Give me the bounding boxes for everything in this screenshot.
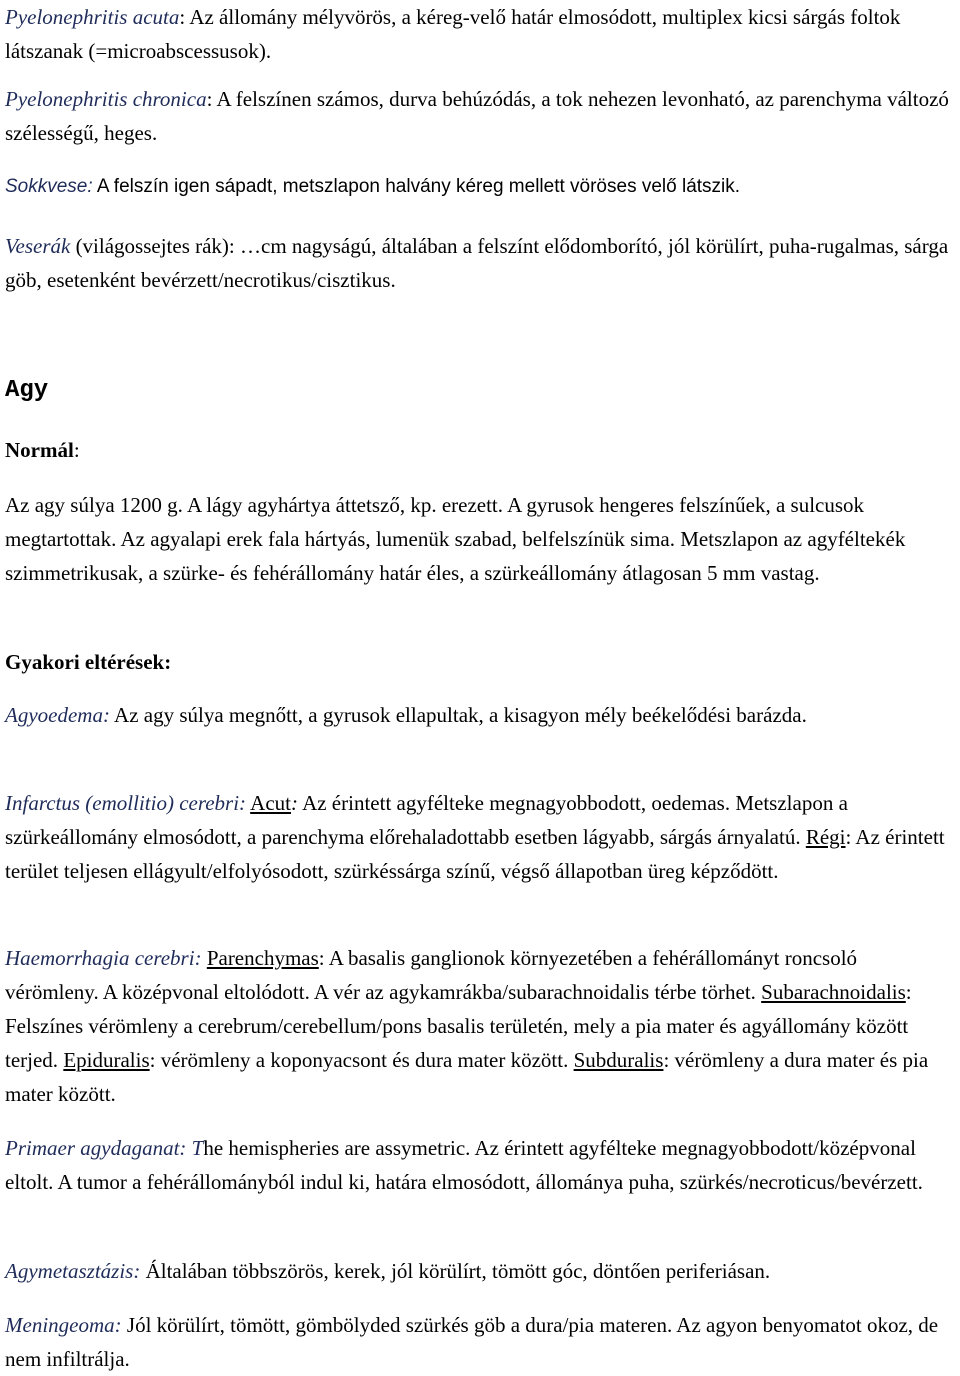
section-title-agy: Agy (5, 377, 49, 404)
term-subduralis: Subduralis (573, 1048, 664, 1072)
term-description: (világossejtes rák): …cm nagyságú, általában a felszínt elődomborító, jól körülírt, puha-rugalmas, sárga göb, esetenként bevérzett/necrotikus/cisztikus. (5, 234, 949, 292)
paragraph-sokkvese (5, 170, 955, 204)
term-regi: Régi (805, 825, 846, 849)
normal-heading-colon: : (73, 438, 80, 462)
term-description: he hemispheries are assymetric. Az érintett agyfélteke megnagyobbodott/középvonal eltolt. A tumor a fehérállományból indul ki, határa elmosódott, állománya puha, szürkés/necroticus/bevérzett. (5, 1136, 923, 1194)
subarachnoidalis-description: : Felszínes vérömleny a cerebrum/cerebellum/pons basalis területén, mely a pia mater és agyállomány között terjed. (5, 980, 912, 1072)
parenchymas-description: : A basalis ganglionok környezetében a fehérállományt roncsoló vérömleny. A középvonal eltolódott. A vér az agykamrákba/subarachnoidalis térbe törhet. (5, 946, 858, 1004)
normal-heading (5, 433, 80, 467)
paragraph-pyelonephritis-acuta (5, 0, 955, 68)
term-description: Az agy súlya megnőtt, a gyrusok ellapultak, a kisagyon mély beékelődési barázda. (109, 703, 807, 727)
term-description: Jól körülírt, tömött, gömbölyded szürkés göb a dura/pia materen. Az agyon benyomatot okoz, de nem infiltrálja. (5, 1313, 939, 1371)
term-parenchymas: Parenchymas (206, 946, 319, 970)
paragraph-meningeoma (5, 1308, 955, 1376)
acut-description: Az érintett agyfélteke megnagyobbodott, oedemas. Metszlapon a szürkeállomány elmosódott, a parenchyma előrehaladottabb esetben lágyabb, sárgás árnyalatú. (5, 791, 848, 849)
term-label: Haemorrhagia cerebri: (5, 946, 202, 970)
paragraph-agyoedema (5, 698, 955, 732)
term-subarachnoidalis: Subarachnoidalis (761, 980, 906, 1004)
paragraph-infarctus (5, 786, 955, 888)
term-label: Primaer agydaganat: T (5, 1136, 204, 1160)
term-label: Sokkvese: (5, 176, 93, 197)
term-label: Agymetasztázis: (5, 1259, 141, 1283)
paragraph-veserak (5, 229, 955, 297)
term-label: Meningeoma: (5, 1313, 122, 1337)
normal-heading-text: Normál (5, 438, 74, 462)
paragraph-primaer-agydaganat (5, 1131, 955, 1199)
acut-colon: : (290, 791, 298, 815)
regi-description: : Az érintett terület teljesen ellágyult/elfolyósodott, szürkéssárga színű, végső állapotban üreg képződött. (5, 825, 945, 883)
term-acut: Acut (250, 791, 291, 815)
paragraph-haemorrhagia (5, 941, 955, 1111)
term-description: A felszín igen sápadt, metszlapon halvány kéreg mellett vöröses velő látszik. (92, 176, 741, 197)
paragraph-agymetasztazis (5, 1254, 955, 1288)
term-description: : A felszínen számos, durva behúzódás, a tok nehezen levonható, az parenchyma változó szélességű, heges. (5, 87, 949, 145)
term-label: Pyelonephritis chronica (5, 87, 207, 111)
frequent-findings-heading: Gyakori eltérések: (5, 650, 172, 674)
term-description: Általában többszörös, kerek, jól körülírt, tömött góc, döntően periferiásan. (140, 1259, 771, 1283)
term-label: Veserák (5, 234, 71, 258)
subduralis-description: : vérömleny a dura mater és pia mater között. (5, 1048, 929, 1106)
term-epiduralis: Epiduralis (63, 1048, 150, 1072)
paragraph-normal: Az agy súlya 1200 g. A lágy agyhártya áttetsző, kp. erezett. A gyrusok hengeres felszínűek, a sulcusok megtartottak. Az agyalapi erek fala hártyás, lumenük szabad, belfelszínük sima. Metszlapon az agyféltekék szimmetrikusak, a szürke- és fehérállomány határ éles, a szürkeállomány átlagosan 5 mm vastag. (5, 493, 906, 585)
epiduralis-description: : vérömleny a koponyacsont és dura mater között. (149, 1048, 574, 1072)
term-description: : Az állomány mélyvörös, a kéreg-velő határ elmosódott, multiplex kicsi sárgás foltok látszanak (=microabscessusok). (5, 5, 901, 63)
term-label: Agyoedema: (5, 703, 110, 727)
term-label: Pyelonephritis acuta (5, 5, 180, 29)
term-label: Infarctus (emollitio) cerebri: (5, 791, 247, 815)
paragraph-pyelonephritis-chronica (5, 82, 955, 150)
